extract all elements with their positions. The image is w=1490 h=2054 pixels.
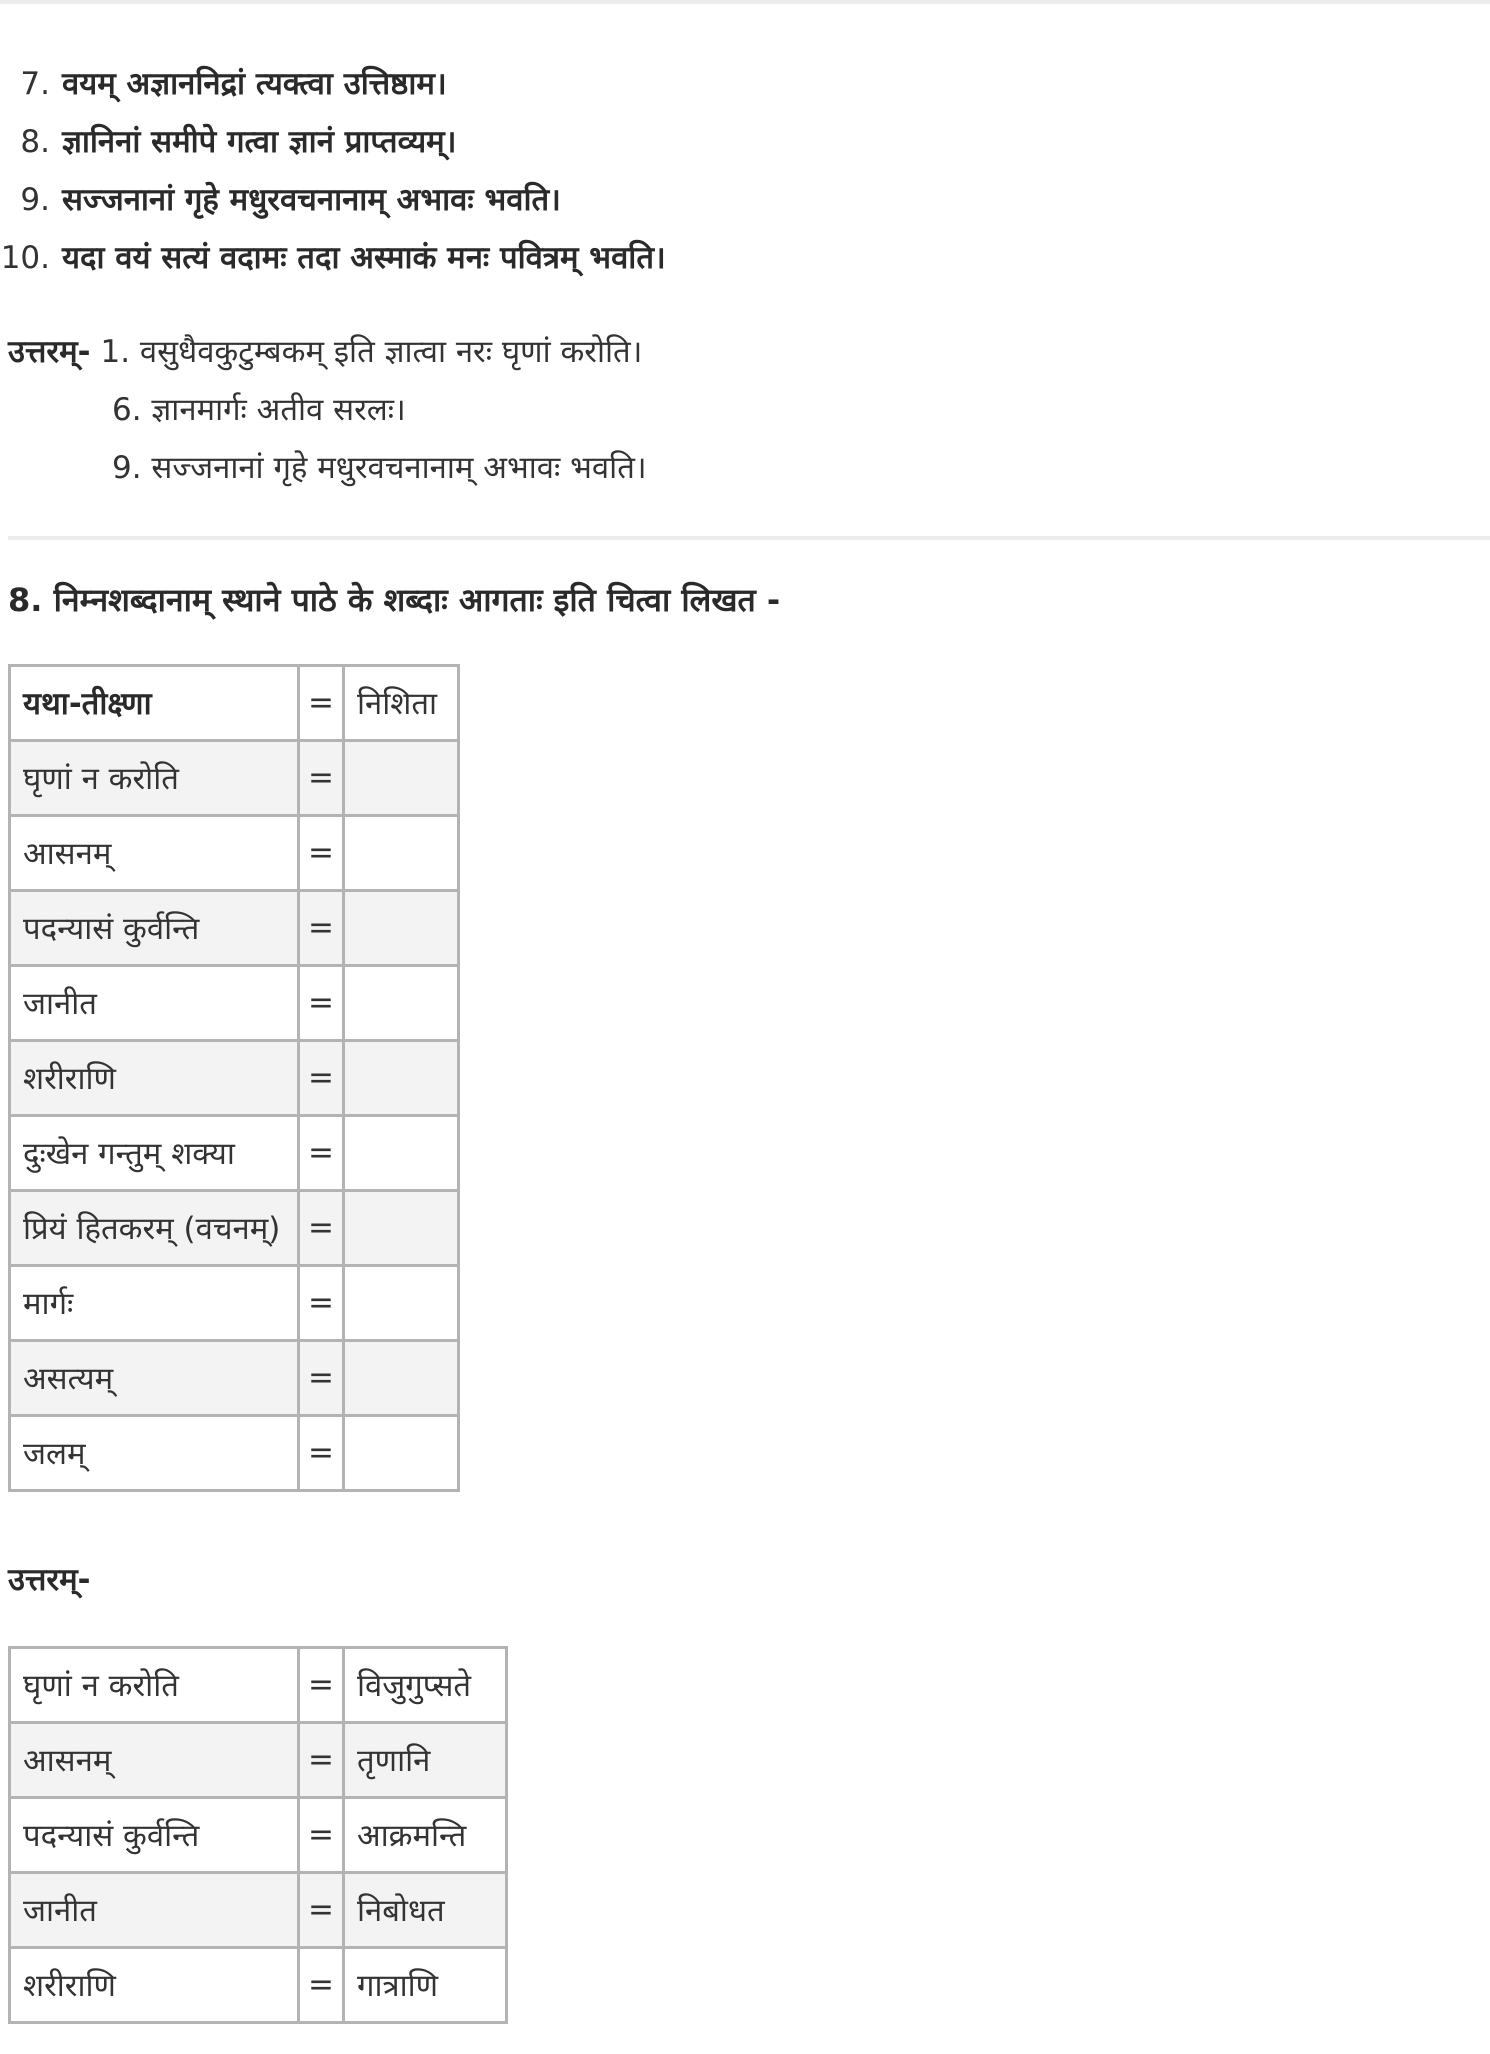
answer-row	[8, 330, 647, 388]
table-cell-answer: आक्रमन्ति	[344, 1798, 507, 1873]
table-row	[10, 1948, 507, 2023]
table-cell-answer: निबोधत	[344, 1873, 507, 1948]
table-cell-equals: =	[299, 816, 344, 891]
table-row	[10, 1341, 459, 1416]
table-cell-blank	[344, 1341, 459, 1416]
answer-item: 6. ज्ञानमार्गः अतीव सरलः।	[112, 392, 406, 428]
question-text: यदा वयं सत्यं वदामः तदा अस्माकं मनः पवित्रम् भवति।	[62, 240, 666, 276]
question-text: ज्ञानिनां समीपे गत्वा ज्ञानं प्राप्तव्यम्।	[62, 124, 457, 160]
table-cell-answer: गात्राणि	[344, 1948, 507, 2023]
question-list	[0, 62, 666, 294]
table-cell-word: जानीत	[10, 966, 299, 1041]
answer-item: 1. वसुधैवकुटुम्बकम् इति ज्ञात्वा नरः घृणां करोति।	[100, 334, 643, 370]
question-item-9	[0, 178, 666, 236]
table-cell-equals: =	[299, 1191, 344, 1266]
table-cell-word: शरीराणि	[10, 1948, 299, 2023]
table-cell-word: असत्यम्	[10, 1341, 299, 1416]
table-cell-answer: विजुगुप्सते	[344, 1648, 507, 1723]
table-row	[10, 966, 459, 1041]
table-cell-word: यथा-तीक्ष्णा	[10, 666, 299, 741]
table-cell-word: घृणां न करोति	[10, 1648, 299, 1723]
table-row	[10, 1723, 507, 1798]
table-row	[10, 1873, 507, 1948]
table-row	[10, 666, 459, 741]
table-row	[10, 1041, 459, 1116]
question-text: वयम् अज्ञाननिद्रां त्यक्त्वा उत्तिष्ठाम।	[62, 66, 447, 102]
answer-row	[8, 388, 647, 446]
table-cell-blank	[344, 1416, 459, 1491]
table-cell-blank	[344, 1266, 459, 1341]
top-divider	[0, 0, 1490, 4]
table-cell-equals: =	[299, 1873, 344, 1948]
table-cell-word: दुःखेन गन्तुम् शक्या	[10, 1116, 299, 1191]
question-number: 8.	[20, 124, 50, 160]
question-item-8	[0, 120, 666, 178]
table-cell-word: प्रियं हितकरम् (वचनम्)	[10, 1191, 299, 1266]
table-row	[10, 1648, 507, 1723]
table-cell-word: जानीत	[10, 1873, 299, 1948]
table-row	[10, 816, 459, 891]
table-cell-word: पदन्यासं कुर्वन्ति	[10, 1798, 299, 1873]
table-cell-equals: =	[299, 1798, 344, 1873]
table-cell-equals: =	[299, 966, 344, 1041]
table-cell-word: आसनम्	[10, 1723, 299, 1798]
question-text: सज्जनानां गृहे मधुरवचनानाम् अभावः भवति।	[62, 182, 561, 218]
table-cell-equals: =	[299, 891, 344, 966]
table-cell-equals: =	[299, 1041, 344, 1116]
answer-table	[8, 1646, 508, 2024]
question-item-10	[0, 236, 666, 294]
table-cell-answer: निशिता	[344, 666, 459, 741]
table-cell-blank	[344, 741, 459, 816]
answer-block-1	[8, 330, 647, 504]
table-cell-equals: =	[299, 666, 344, 741]
table-cell-blank	[344, 1041, 459, 1116]
table-cell-equals: =	[299, 1266, 344, 1341]
table-cell-equals: =	[299, 1648, 344, 1723]
table-cell-word: मार्गः	[10, 1266, 299, 1341]
table-cell-blank	[344, 891, 459, 966]
table-cell-equals: =	[299, 1723, 344, 1798]
table-cell-blank	[344, 1116, 459, 1191]
question-number: 7.	[20, 66, 50, 102]
question-table	[8, 664, 460, 1492]
table-cell-blank	[344, 816, 459, 891]
table-cell-answer: तृणानि	[344, 1723, 507, 1798]
table-cell-equals: =	[299, 1116, 344, 1191]
question-number: 9.	[20, 182, 50, 218]
table-row	[10, 1191, 459, 1266]
answer-row	[8, 446, 647, 504]
table-cell-equals: =	[299, 1341, 344, 1416]
table-cell-word: घृणां न करोति	[10, 741, 299, 816]
table-cell-blank	[344, 1191, 459, 1266]
table-row	[10, 891, 459, 966]
table-row	[10, 1416, 459, 1491]
table-cell-blank	[344, 966, 459, 1041]
section-divider	[8, 536, 1490, 540]
answer-item: 9. सज्जनानां गृहे मधुरवचनानाम् अभावः भवति।	[112, 450, 647, 486]
section-title: 8. निम्नशब्दानाम् स्थाने पाठे के शब्दाः आगताः इति चित्वा लिखत -	[8, 581, 781, 619]
table-cell-equals: =	[299, 741, 344, 816]
answer-label: उत्तरम्-	[8, 334, 91, 370]
table-cell-word: जलम्	[10, 1416, 299, 1491]
table-cell-equals: =	[299, 1948, 344, 2023]
table-row	[10, 741, 459, 816]
table-cell-word: पदन्यासं कुर्वन्ति	[10, 891, 299, 966]
table-row	[10, 1116, 459, 1191]
question-number: 10.	[0, 240, 50, 276]
table-cell-word: आसनम्	[10, 816, 299, 891]
table-row	[10, 1798, 507, 1873]
answer-label: उत्तरम्-	[8, 1562, 91, 1598]
question-item-7	[0, 62, 666, 120]
table-row	[10, 1266, 459, 1341]
table-cell-word: शरीराणि	[10, 1041, 299, 1116]
table-cell-equals: =	[299, 1416, 344, 1491]
